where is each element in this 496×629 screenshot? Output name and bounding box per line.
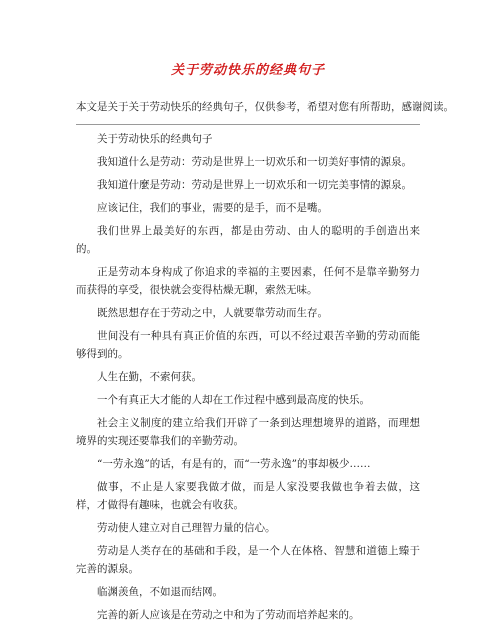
paragraph: 世间没有一种具有真正价值的东西，可以不经过艰苦辛勤的劳动而能够得到的。: [76, 330, 420, 360]
document-intro: 本文是关于关于劳动快乐的经典句子，仅供参考，希望对您有所帮助，感谢阅读。: [76, 101, 454, 113]
paragraph: 人生在勤，不索何获。: [97, 371, 202, 383]
paragraph: 正是劳动本身构成了你追求的幸福的主要因素，任何不是靠辛勤努力而获得的享受，很快就会变得枯燥无聊，索然无味。: [76, 266, 420, 296]
paragraph: 临渊羡鱼，不如退而结网。: [97, 586, 223, 598]
paragraph: 我知道什麼是劳动：劳动是世界上一切欢乐和一切完美事情的源泉。: [97, 179, 412, 191]
paragraph: 关于劳动快乐的经典句子: [97, 133, 213, 145]
paragraph: 做事，不止是人家要我做才做，而是人家没要我做也争着去做，这样，才做得有趣味，也就会有收获。: [76, 481, 420, 511]
paragraph: 一个有真正大才能的人却在工作过程中感到最高度的快乐。: [97, 394, 370, 406]
document-title: 关于劳动快乐的经典句子: [170, 63, 325, 78]
paragraph: “一劳永逸”的话，有是有的，而“一劳永逸”的事却极少……: [97, 458, 371, 470]
divider-line: [76, 124, 420, 125]
paragraph: 劳动是人类存在的基础和手段，是一个人在体格、智慧和道德上臻于完善的源泉。: [76, 545, 420, 575]
document-body: [76, 130, 420, 629]
paragraph: 社会主义制度的建立给我们开辟了一条到达理想境界的道路，而理想境界的实现还要靠我们的辛勤劳动。: [76, 417, 420, 447]
paragraph: 劳动使人建立对自己理智力量的信心。: [97, 522, 276, 534]
paragraph: 完善的新人应该是在劳动之中和为了劳动而培养起来的。: [97, 609, 360, 621]
paragraph: 我们世界上最美好的东西，都是由劳动、由人的聪明的手创造出来的。: [76, 225, 420, 255]
paragraph: 我知道什么是劳动：劳动是世界上一切欢乐和一切美好事情的源泉。: [97, 156, 412, 168]
paragraph: 既然思想存在于劳动之中，人就要靠劳动而生存。: [97, 307, 328, 319]
paragraph: 应该记住，我们的事业，需要的是手，而不是嘴。: [97, 202, 328, 214]
